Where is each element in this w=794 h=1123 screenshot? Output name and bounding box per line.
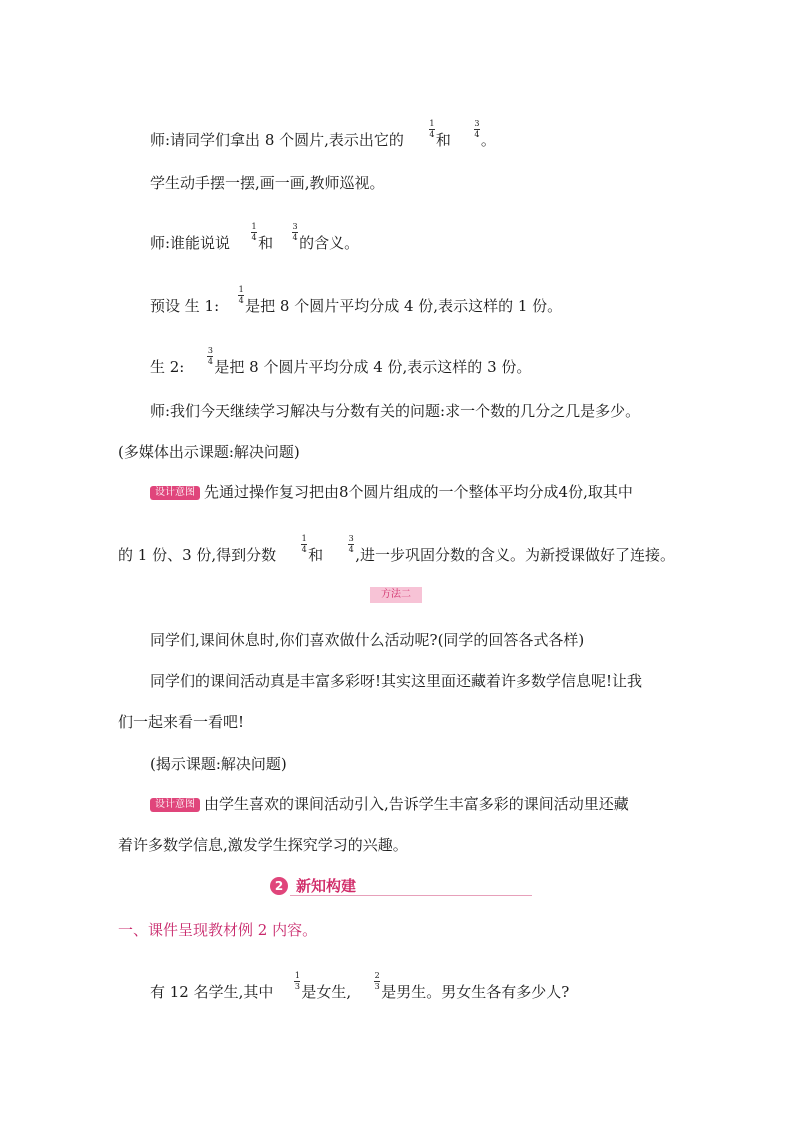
section-title: 新知构建	[296, 877, 357, 895]
section-underline	[290, 895, 532, 896]
text: 生 2:	[150, 358, 185, 376]
heading-1: 一、课件呈现教材例 2 内容。	[118, 921, 318, 939]
fraction: $\frac{1}{4}$	[429, 118, 435, 139]
text: 有 12 名学生,其中	[150, 983, 274, 1001]
text: 是男生。男女生各有多少人?	[381, 983, 570, 1001]
design-intent-2-line-1	[150, 794, 629, 814]
text: 师:请同学们拿出 8 个圆片,表示出它的	[150, 131, 404, 149]
paragraph-2: 学生动手摆一摆,画一画,教师巡视。	[150, 174, 385, 192]
text: 。	[480, 131, 496, 149]
paragraph-11	[150, 970, 570, 1003]
fraction: $\frac{1}{4}$	[238, 284, 244, 305]
text: 是把 8 个圆片平均分成 4 份,表示这样的 3 份。	[214, 358, 532, 376]
paragraph-5	[150, 345, 532, 378]
section-number: 2	[270, 877, 288, 895]
design-intent-1-line-1	[150, 482, 633, 502]
text: 由学生喜欢的课间活动引入,告诉学生丰富多彩的课间活动里还藏	[204, 795, 629, 813]
design-intent-2-line-2: 着许多数学信息,激发学生探究学习的兴趣。	[118, 836, 408, 854]
paragraph-9-line-2: 们一起来看一看吧!	[118, 713, 245, 731]
text: 是把 8 个圆片平均分成 4 份,表示这样的 1 份。	[245, 297, 563, 315]
paragraph-10: (揭示课题:解决问题)	[150, 755, 287, 773]
fraction: $\frac{3}{4}$	[292, 221, 298, 242]
section-header	[270, 876, 532, 898]
fraction: $\frac{3}{4}$	[474, 118, 480, 139]
paragraph-1	[150, 118, 496, 151]
paragraph-6: 师:我们今天继续学习解决与分数有关的问题:求一个数的几分之几是多少。	[150, 402, 641, 420]
design-intent-badge: 设计意图	[150, 798, 200, 812]
design-intent-1-line-2	[118, 533, 675, 566]
text: 预设 生 1:	[150, 297, 220, 315]
fraction: $\frac{1}{4}$	[251, 221, 257, 242]
paragraph-8: 同学们,课间休息时,你们喜欢做什么活动呢?(同学的回答各式各样)	[150, 631, 585, 649]
text: 师:谁能说说	[150, 234, 231, 252]
fraction: $\frac{1}{3}$	[294, 970, 300, 991]
text: 和	[258, 234, 274, 252]
text: ,进一步巩固分数的含义。为新授课做好了连接。	[355, 546, 675, 564]
paragraph-7: (多媒体出示课题:解决问题)	[118, 443, 300, 461]
method-2-tag: 方法二	[370, 587, 422, 603]
text: 先通过操作复习把由8个圆片组成的一个整体平均分成4份,取其中	[204, 483, 633, 501]
text: 的 1 份、3 份,得到分数	[118, 546, 277, 564]
fraction: $\frac{2}{3}$	[374, 970, 380, 991]
text: 是女生,	[301, 983, 352, 1001]
fraction: $\frac{1}{4}$	[301, 533, 307, 554]
text: 和	[435, 131, 451, 149]
text: 的含义。	[299, 234, 360, 252]
paragraph-4	[150, 284, 563, 317]
text: 和	[308, 546, 324, 564]
paragraph-9-line-1: 同学们的课间活动真是丰富多彩呀!其实这里面还藏着许多数学信息呢!让我	[150, 672, 643, 690]
paragraph-3	[150, 221, 360, 254]
design-intent-badge: 设计意图	[150, 486, 200, 500]
fraction: $\frac{3}{4}$	[207, 345, 213, 366]
fraction: $\frac{3}{4}$	[348, 533, 354, 554]
